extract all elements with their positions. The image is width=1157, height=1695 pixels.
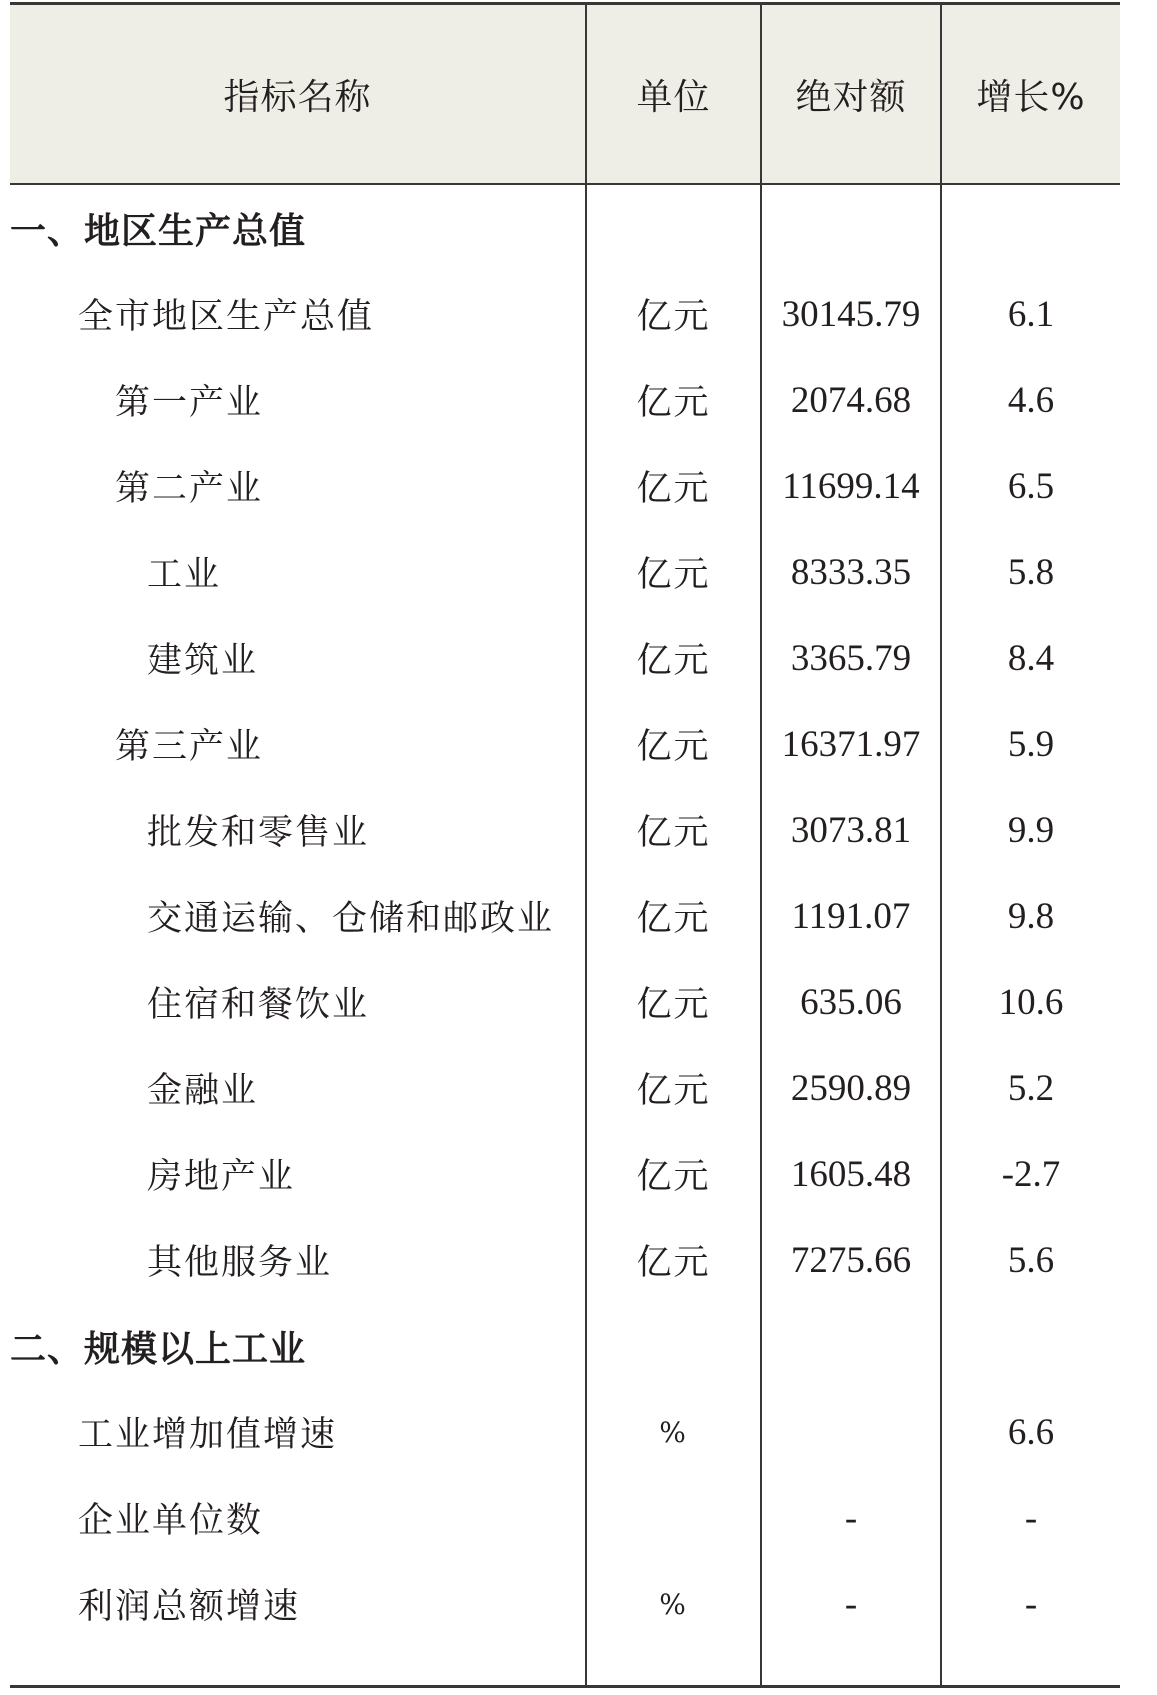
value-cell <box>762 1303 940 1389</box>
value-cell: 3365.79 <box>790 637 912 679</box>
table-row <box>10 787 1120 873</box>
unit-cell: % <box>659 1587 688 1621</box>
indicator-name: 第一产业 <box>115 383 264 423</box>
unit-cell: 亿元 <box>636 813 711 853</box>
indicator-name: 金融业 <box>147 1071 259 1111</box>
section-title: 二、规模以上工业 <box>10 1328 307 1370</box>
value-cell: 30145.79 <box>781 293 921 335</box>
indicator-name: 建筑业 <box>147 641 259 681</box>
growth-cell: 6.1 <box>1007 293 1055 335</box>
unit-cell: 亿元 <box>636 641 711 681</box>
unit-cell: 亿元 <box>636 1157 711 1197</box>
growth-cell: 4.6 <box>1007 379 1055 421</box>
value-cell: 1191.07 <box>791 895 911 937</box>
value-cell: 11699.14 <box>782 465 920 507</box>
table-row <box>10 185 1120 271</box>
growth-cell: 8.4 <box>1007 637 1055 679</box>
unit-cell: % <box>659 1415 688 1449</box>
indicator-name: 房地产业 <box>147 1157 296 1197</box>
growth-cell: - <box>1024 1497 1038 1539</box>
growth-cell: - <box>1024 1583 1038 1625</box>
value-cell: 7275.66 <box>790 1239 912 1281</box>
table-row <box>10 1217 1120 1303</box>
indicator-name: 企业单位数 <box>78 1501 264 1541</box>
growth-cell: 10.6 <box>998 981 1064 1023</box>
growth-cell: 5.8 <box>1007 551 1055 593</box>
table-row <box>10 1303 1120 1389</box>
unit-cell: 亿元 <box>636 555 711 595</box>
value-cell: - <box>844 1497 858 1539</box>
value-cell: 8333.35 <box>790 551 912 593</box>
unit-cell <box>587 1475 760 1561</box>
table-row <box>10 1561 1120 1647</box>
indicator-name: 第二产业 <box>115 469 264 509</box>
value-cell: 16371.97 <box>781 723 921 765</box>
table-row <box>10 357 1120 443</box>
section-title: 一、地区生产总值 <box>10 210 307 252</box>
table-row <box>10 959 1120 1045</box>
value-cell <box>762 1389 940 1475</box>
growth-cell <box>942 1303 1120 1389</box>
statistics-table <box>10 2 1120 1688</box>
indicator-name: 第三产业 <box>115 727 264 767</box>
table-row <box>10 271 1120 357</box>
unit-cell: 亿元 <box>636 985 711 1025</box>
value-cell <box>762 185 940 271</box>
value-cell: - <box>844 1583 858 1625</box>
growth-cell: 5.6 <box>1007 1239 1055 1281</box>
table-row <box>10 701 1120 787</box>
unit-cell: 亿元 <box>636 297 711 337</box>
indicator-name: 批发和零售业 <box>147 813 370 853</box>
table-row <box>10 873 1120 959</box>
value-cell: 2074.68 <box>790 379 912 421</box>
table-header <box>10 5 1120 185</box>
header-unit: 单位 <box>636 76 711 118</box>
header-growth: 增长% <box>976 76 1086 118</box>
unit-cell: 亿元 <box>636 1071 711 1111</box>
growth-cell: 9.9 <box>1007 809 1055 851</box>
indicator-name: 工业 <box>147 555 222 595</box>
table-row <box>10 529 1120 615</box>
indicator-name: 利润总额增速 <box>78 1587 301 1627</box>
unit-cell <box>587 1303 760 1389</box>
growth-cell: 6.6 <box>1007 1411 1055 1453</box>
growth-cell: 5.2 <box>1007 1067 1055 1109</box>
unit-cell: 亿元 <box>636 1243 711 1283</box>
table-row <box>10 1389 1120 1475</box>
unit-cell: 亿元 <box>636 727 711 767</box>
indicator-name: 交通运输、仓储和邮政业 <box>147 899 555 939</box>
growth-cell: 5.9 <box>1007 723 1055 765</box>
indicator-name: 全市地区生产总值 <box>78 297 375 337</box>
unit-cell: 亿元 <box>636 383 711 423</box>
value-cell: 2590.89 <box>790 1067 912 1109</box>
indicator-name: 工业增加值增速 <box>78 1415 338 1455</box>
growth-cell: 6.5 <box>1007 465 1055 507</box>
table-row <box>10 1131 1120 1217</box>
table-row <box>10 615 1120 701</box>
header-name: 指标名称 <box>223 76 372 118</box>
value-cell: 635.06 <box>800 981 902 1023</box>
table-row <box>10 443 1120 529</box>
header-value: 绝对额 <box>795 76 907 118</box>
growth-cell <box>942 185 1120 271</box>
unit-cell: 亿元 <box>636 469 711 509</box>
unit-cell: 亿元 <box>636 899 711 939</box>
value-cell: 3073.81 <box>790 809 912 851</box>
growth-cell: 9.8 <box>1007 895 1055 937</box>
unit-cell <box>587 185 760 271</box>
value-cell: 1605.48 <box>790 1153 912 1195</box>
indicator-name: 住宿和餐饮业 <box>147 985 370 1025</box>
table-row <box>10 1045 1120 1131</box>
table-row <box>10 1475 1120 1561</box>
indicator-name: 其他服务业 <box>147 1243 333 1283</box>
growth-cell: -2.7 <box>1001 1153 1061 1195</box>
